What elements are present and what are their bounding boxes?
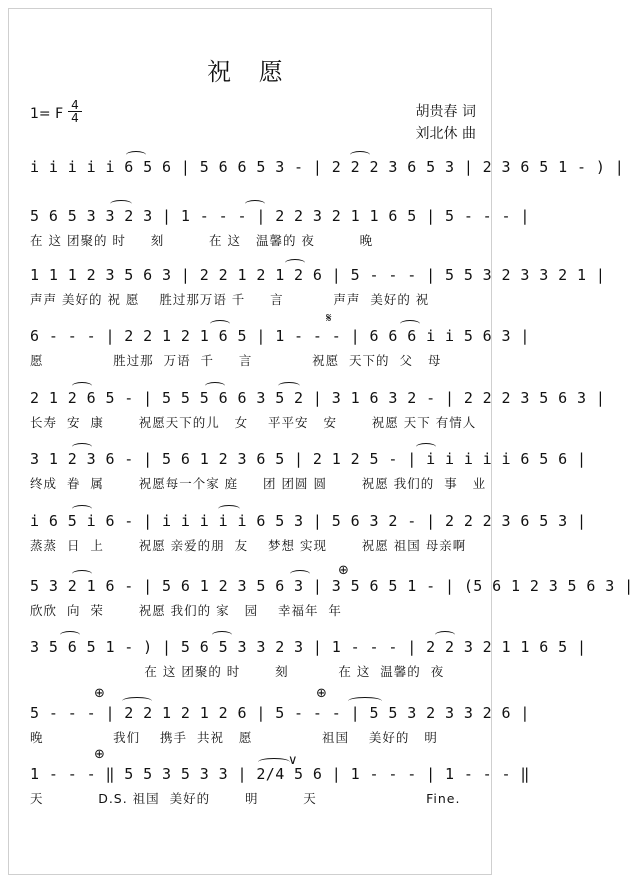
time-signature	[68, 99, 82, 124]
coda-icon: ⊕	[94, 747, 105, 762]
line-notes: 1 - - - ‖ 5 5 3 5 3 3 | 2/4 5 6 | 1 - - - | 1 - - - ‖	[30, 765, 530, 783]
song-title: 祝 愿	[207, 58, 293, 86]
coda-icon: ⊕	[94, 686, 105, 701]
score-line-8	[30, 563, 634, 637]
meter-top: 4	[71, 98, 79, 112]
coda-icon: ⊕	[338, 563, 349, 578]
line-notes: 5 - - - | 2 2 1 2 1 2 6 | 5 - - - | 5 5 3 2 3 3 2 6 |	[30, 704, 530, 722]
line-lyrics: 在 这 团聚的 时 刻 在 这 温馨的 夜	[30, 664, 445, 679]
line-lyrics: 终成 眷 属 祝愿每一个家 庭 团 团圆 圆 祝愿 我们的 事 业	[30, 476, 487, 491]
line-lyrics: 蒸蒸 日 上 祝愿 亲爱的朋 友 梦想 实现 祝愿 祖国 母亲啊	[30, 538, 467, 553]
line-notes: 6 - - - | 2 2 1 2 1 6 5 | 1 - - - | 6 6 6 i i 5 6 3 |	[30, 327, 530, 345]
segno-icon: 𝄋	[326, 311, 332, 326]
lyricist-credit: 胡贵春 词	[415, 104, 476, 120]
line-notes: 1 1 1 2 3 5 6 3 | 2 2 1 2 1 2 6 | 5 - - - | 5 5 3 2 3 3 2 1 |	[30, 266, 606, 284]
line-lyrics: 声声 美好的 祝 愿 胜过那万语 千 言 声声 美好的 祝	[30, 292, 430, 307]
key-signature: 1= F	[30, 106, 64, 122]
line-notes: 2 1 2 6 5 - | 5 5 5 6 6 3 5 2 | 3 1 6 3 2 - | 2 2 2 3 5 6 3 |	[30, 389, 606, 407]
line-lyrics: 晚 我们 携手 共祝 愿 祖国 美好的 明	[30, 730, 438, 745]
score-line-7	[30, 512, 587, 572]
line-lyrics: 欣欣 向 荣 祝愿 我们的 家 园 幸福年 年	[30, 603, 342, 618]
score-line-3	[30, 266, 606, 326]
breath-mark-icon: ∨	[288, 753, 298, 768]
composer-credit: 刘北休 曲	[415, 126, 476, 142]
line-notes: i 6 5 i 6 - | i i i i i 6 5 3 | 5 6 3 2 - | 2 2 2 3 6 5 3 |	[30, 512, 587, 530]
score-line-5	[30, 389, 606, 449]
line-notes: 3 1 2 3 6 - | 5 6 1 2 3 6 5 | 2 1 2 5 - | i i i i i 6 5 6 |	[30, 450, 587, 468]
credits	[416, 101, 476, 145]
line-lyrics: 天 D.S. 祖国 美好的 明 天 Fine.	[30, 791, 461, 806]
line-lyrics: 在 这 团聚的 时 刻 在 这 温馨的 夜 晚	[30, 233, 374, 248]
score-line-11	[30, 747, 530, 825]
score-line-4	[30, 311, 530, 387]
score-line-2	[30, 207, 530, 267]
line-lyrics: 长寿 安 康 祝愿天下的儿 女 平平安 安 祝愿 天下 有情人	[30, 415, 477, 430]
line-notes: 3 5 6 5 1 - ) | 5 6 5 3 3 2 3 | 1 - - - | 2 2 3 2 1 1 6 5 |	[30, 638, 587, 656]
coda-icon: ⊕	[316, 686, 327, 701]
line-lyrics: 愿 胜过那 万语 千 言 祝愿 天下的 父 母	[30, 353, 442, 368]
score-line-6	[30, 450, 587, 510]
line-notes: 5 6 5 3 3 2 3 | 1 - - - | 2 2 3 2 1 1 6 5 | 5 - - - |	[30, 207, 530, 225]
line-notes: 5 3 2 1 6 - | 5 6 1 2 3 5 6 3 | 3 5 6 5 1 - | (5 6 1 2 3 5 6 3 |	[30, 577, 634, 595]
meter-bottom: 4	[68, 111, 82, 124]
line-notes: i i i i i 6 5 6 | 5 6 6 5 3 - | 2 2 2 3 6 5 3 | 2 3 6 5 1 - ) |	[30, 158, 625, 176]
